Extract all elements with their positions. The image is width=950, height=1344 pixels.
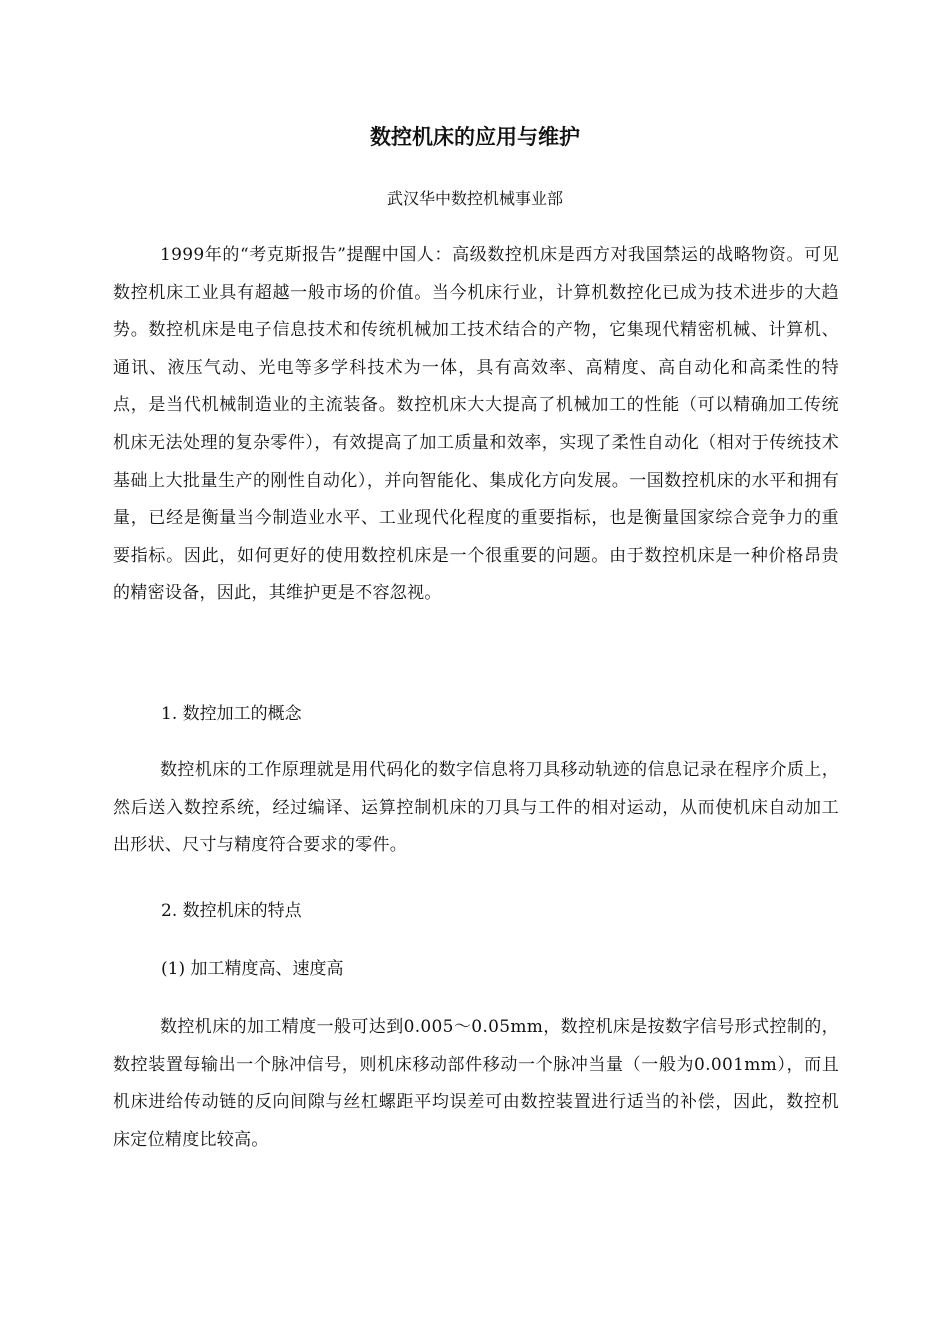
section-heading-2: 2. 数控机床的特点 [161,901,302,921]
subsection-heading-1: (1) 加工精度高、速度高 [161,959,344,979]
document-author: 武汉华中数控机械事业部 [386,189,563,208]
section-heading-1: 1. 数控加工的概念 [161,704,302,724]
subsection-1-paragraph: 数控机床的加工精度一般可达到0.005～0.05mm，数控机床是按数字信号形式控制的，数控装置每输出一个脉冲信号，则机床移动部件移动一个脉冲当量（一般为0.001mm），而且机床进给传动链的反向间隙与丝杠螺距平均误差可由数控装置进行适当的补偿，因此，数控机床定位精度比较高。 [113,1017,839,1150]
section-1-paragraph: 数控机床的工作原理就是用代码化的数字信息将刀具移动轨迹的信息记录在程序介质上，然后送入数控系统，经过编译、运算控制机床的刀具与工件的相对运动，从而使机床自动加工出形状、尺寸与精度符合要求的零件。 [113,760,839,856]
document-title: 数控机床的应用与维护 [370,125,580,149]
intro-paragraph: 1999年的“考克斯报告”提醒中国人：高级数控机床是西方对我国禁运的战略物资。可见数控机床工业具有超越一般市场的价值。当今机床行业，计算机数控化已成为技术进步的大趋势。数控机床是电子信息技术和传统机械加工技术结合的产物，它集现代精密机械、计算机、通讯、液压气动、光电等多学科技术为一体，具有高效率、高精度、高自动化和高柔性的特点，是当代机械制造业的主流装备。数控机床大大提高了机械加工的性能（可以精确加工传统机床无法处理的复杂零件），有效提高了加工质量和效率，实现了柔性自动化（相对于传统技术基础上大批量生产的刚性自动化），并向智能化、集成化方向发展。一国数控机床的水平和拥有量，已经是衡量当今制造业水平、工业现代化程度的重要指标，也是衡量国家综合竞争力的重要指标。因此，如何更好的使用数控机床是一个很重要的问题。由于数控机床是一种价格昂贵的精密设备，因此，其维护更是不容忽视。 [113,245,839,604]
